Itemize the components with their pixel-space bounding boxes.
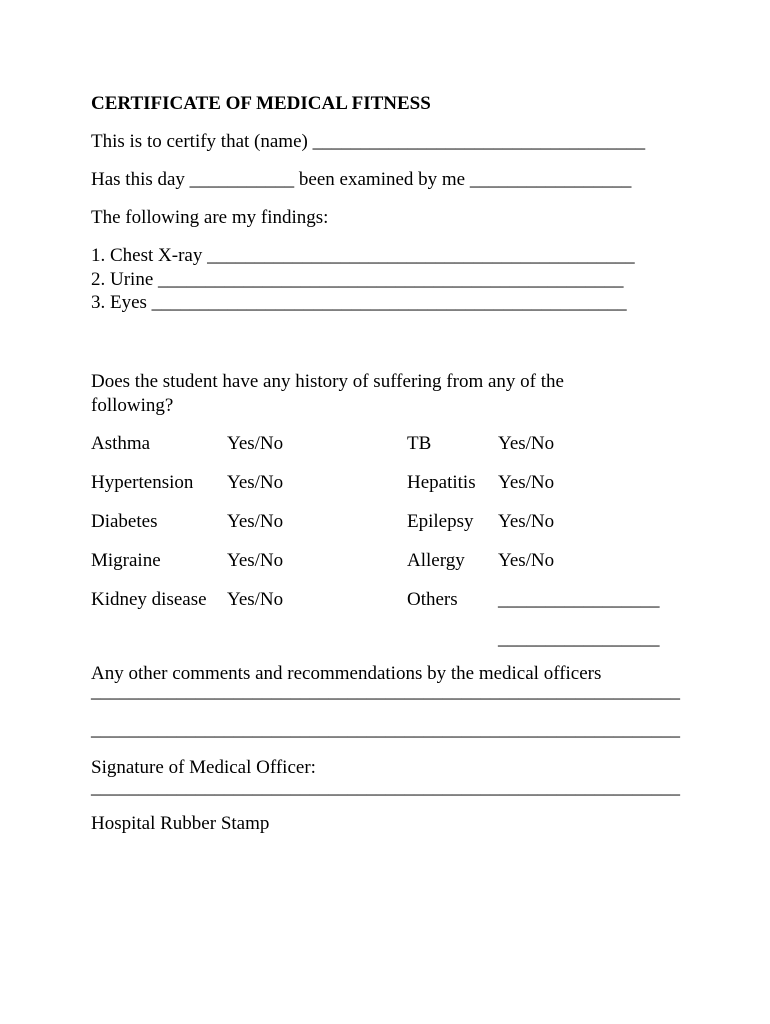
findings-intro: The following are my findings: bbox=[91, 207, 329, 228]
condition-row bbox=[91, 432, 691, 471]
condition-label: TB bbox=[407, 432, 432, 454]
condition-row bbox=[91, 549, 691, 588]
condition-answer: Yes/No bbox=[498, 471, 555, 493]
comments-section bbox=[91, 662, 691, 742]
certificate-document bbox=[91, 92, 691, 850]
signature-label: Signature of Medical Officer: bbox=[91, 756, 316, 778]
finding-chest-xray: 1. Chest X-ray _____________________________________________ bbox=[91, 245, 635, 266]
condition-answer: Yes/No bbox=[227, 510, 284, 532]
signature-section bbox=[91, 756, 691, 836]
conditions-grid bbox=[91, 432, 691, 649]
finding-urine: 2. Urine _________________________________________________ bbox=[91, 268, 624, 290]
condition-label: Migraine bbox=[91, 549, 161, 571]
condition-label: Allergy bbox=[407, 549, 465, 571]
finding-eyes: 3. Eyes __________________________________________________ bbox=[91, 292, 627, 313]
others-blank: _________________ bbox=[498, 588, 660, 610]
hospital-stamp-label: Hospital Rubber Stamp bbox=[91, 812, 270, 834]
condition-answer: Yes/No bbox=[227, 549, 284, 571]
document-title: CERTIFICATE OF MEDICAL FITNESS bbox=[91, 93, 431, 114]
signature-blank-line: ______________________________________________________________ bbox=[91, 776, 680, 798]
condition-row bbox=[91, 510, 691, 549]
condition-label: Others bbox=[407, 588, 458, 610]
condition-row bbox=[91, 471, 691, 510]
examined-line: Has this day ___________ been examined by me _________________ bbox=[91, 169, 632, 190]
findings-list bbox=[91, 244, 691, 315]
condition-label: Diabetes bbox=[91, 510, 158, 532]
condition-label: Hepatitis bbox=[407, 471, 476, 493]
condition-answer: Yes/No bbox=[498, 432, 555, 454]
condition-answer: Yes/No bbox=[227, 432, 284, 454]
comments-blank-line: ______________________________________________________________ bbox=[91, 718, 680, 740]
condition-label: Epilepsy bbox=[407, 510, 474, 532]
condition-answer: Yes/No bbox=[498, 549, 555, 571]
comments-label: Any other comments and recommendations by the medical officers bbox=[91, 662, 602, 684]
certify-name-line: This is to certify that (name) ___________________________________ bbox=[91, 131, 646, 152]
condition-label: Kidney disease bbox=[91, 588, 207, 610]
condition-row bbox=[91, 588, 691, 627]
condition-answer: Yes/No bbox=[498, 510, 555, 532]
condition-label: Hypertension bbox=[91, 471, 194, 493]
condition-answer: Yes/No bbox=[227, 471, 284, 493]
others-extra-blank: _________________ bbox=[498, 627, 660, 649]
condition-answer: Yes/No bbox=[227, 588, 284, 610]
history-question: Does the student have any history of suffering from any of the following? bbox=[91, 370, 564, 416]
condition-label: Asthma bbox=[91, 432, 151, 454]
comments-blank-line: ______________________________________________________________ bbox=[91, 680, 680, 702]
